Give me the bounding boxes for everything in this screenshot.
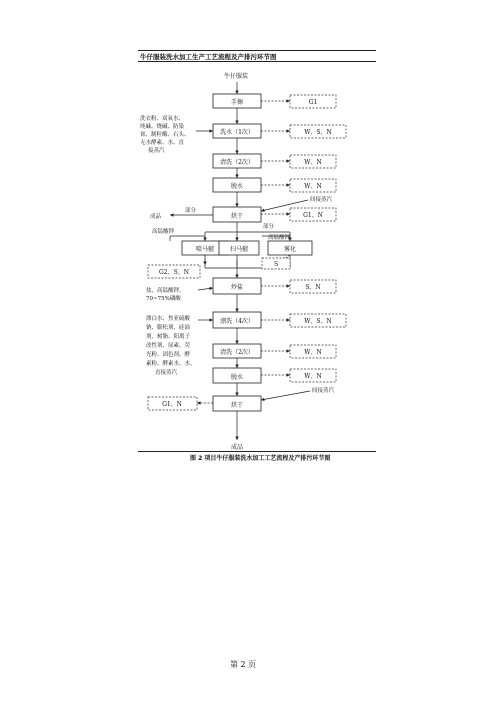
step-stir-salt bbox=[213, 278, 261, 294]
svg-text:炒盐: 炒盐 bbox=[230, 284, 244, 291]
svg-text:扫马骝: 扫马骝 bbox=[229, 246, 249, 253]
step-fog bbox=[268, 241, 312, 255]
caption-rule bbox=[138, 451, 376, 452]
svg-text:清洗（2次）: 清洗（2次） bbox=[220, 349, 254, 356]
svg-text:接蒸汽: 接蒸汽 bbox=[148, 148, 165, 154]
svg-text:W、N: W、N bbox=[304, 159, 322, 166]
svg-text:清洗（2次）: 清洗（2次） bbox=[220, 159, 254, 166]
page-number: 第 2 页 bbox=[230, 660, 257, 669]
svg-text:W、S、N: W、S、N bbox=[304, 129, 332, 136]
page-title: 牛仔服装洗水加工生产工艺流程及产排污环节图 bbox=[140, 53, 277, 61]
svg-text:无水酵素、水、直: 无水酵素、水、直 bbox=[140, 140, 185, 146]
svg-text:成品: 成品 bbox=[150, 214, 162, 220]
svg-text:高锰酸钾: 高锰酸钾 bbox=[268, 235, 291, 241]
svg-text:素粉、酵素水、水、: 素粉、酵素水、水、 bbox=[146, 361, 196, 367]
svg-text:S: S bbox=[273, 261, 279, 268]
svg-text:剂、树脂、阳离子: 剂、树脂、阳离子 bbox=[146, 334, 191, 340]
svg-text:70~75%磷酸: 70~75%磷酸 bbox=[146, 296, 181, 302]
svg-text:脱水: 脱水 bbox=[230, 183, 244, 190]
emission-dry-2 bbox=[148, 397, 197, 410]
svg-text:G2、S、N: G2、S、N bbox=[159, 269, 189, 276]
svg-text:漂洗（4次）: 漂洗（4次） bbox=[220, 318, 254, 325]
svg-text:盐、高锰酸钾、: 盐、高锰酸钾、 bbox=[146, 288, 185, 294]
svg-text:高锰酸钾: 高锰酸钾 bbox=[152, 229, 175, 235]
emission-rinse-2b bbox=[290, 345, 336, 358]
svg-text:G1、N: G1、N bbox=[162, 401, 182, 408]
svg-text:W、N: W、N bbox=[304, 349, 322, 356]
step-rinse-2b bbox=[213, 344, 261, 358]
step-wash-1 bbox=[213, 124, 261, 138]
svg-text:W、N: W、N bbox=[304, 183, 322, 190]
svg-text:G1: G1 bbox=[308, 99, 318, 106]
svg-text:部分: 部分 bbox=[263, 224, 275, 230]
emission-dewater-1 bbox=[290, 179, 336, 192]
emission-stir-salt bbox=[290, 280, 336, 293]
emission-rinse-2 bbox=[290, 155, 336, 168]
output-label: 成品 bbox=[230, 444, 244, 451]
svg-text:直接蒸汽: 直接蒸汽 bbox=[155, 370, 178, 376]
step-rinse-2 bbox=[213, 154, 261, 168]
svg-text:光粉、固色剂、酵: 光粉、固色剂、酵 bbox=[146, 352, 191, 358]
svg-text:喷马骝: 喷马骝 bbox=[195, 246, 215, 253]
input-label: 牛仔服装 bbox=[224, 73, 249, 80]
svg-text:间接蒸汽: 间接蒸汽 bbox=[310, 197, 333, 203]
emission-dewater-2 bbox=[290, 369, 336, 382]
svg-text:洗水（1次）: 洗水（1次） bbox=[220, 129, 254, 136]
svg-text:W、N: W、N bbox=[304, 373, 322, 380]
step-dewater-2 bbox=[213, 368, 261, 383]
svg-text:膏、制粒酶、石头、: 膏、制粒酶、石头、 bbox=[140, 132, 190, 138]
svg-text:W、S、N: W、S、N bbox=[304, 318, 332, 325]
step-sweep-monkey bbox=[219, 241, 259, 255]
svg-text:烘干: 烘干 bbox=[230, 402, 244, 409]
partial-output bbox=[150, 206, 213, 220]
emission-dry-1 bbox=[290, 208, 336, 221]
svg-text:部分: 部分 bbox=[185, 208, 197, 214]
svg-text:烘干: 烘干 bbox=[230, 213, 244, 220]
step-bleach bbox=[213, 312, 261, 328]
partial-input bbox=[263, 222, 275, 230]
svg-text:洗衣粉、双氧水、: 洗衣粉、双氧水、 bbox=[140, 116, 185, 122]
svg-text:脱水: 脱水 bbox=[230, 374, 244, 381]
svg-text:雾化: 雾化 bbox=[283, 246, 297, 253]
svg-text:钠、膨松剂、硅油: 钠、膨松剂、硅油 bbox=[146, 325, 191, 331]
svg-text:G1、N: G1、N bbox=[303, 212, 323, 219]
figure-caption: 图 2 项目牛仔服装洗水加工工艺流程及产排污环节图 bbox=[190, 455, 331, 462]
step-hand-rub bbox=[213, 94, 261, 108]
svg-text:S、N: S、N bbox=[305, 284, 321, 291]
steam-input-2 bbox=[261, 386, 335, 400]
emission-fog bbox=[262, 258, 290, 269]
wash1-input-materials bbox=[140, 114, 213, 154]
svg-text:间接蒸汽: 间接蒸汽 bbox=[312, 388, 335, 394]
step-dry-1 bbox=[213, 207, 261, 222]
emission-monkey-spray bbox=[148, 265, 200, 278]
emission-hand-rub bbox=[290, 95, 336, 108]
bleach-input-materials bbox=[146, 314, 213, 376]
svg-text:改性剂、尿素、荧: 改性剂、尿素、荧 bbox=[146, 343, 191, 349]
emission-wash-1 bbox=[290, 125, 346, 138]
step-dewater-1 bbox=[213, 178, 261, 192]
svg-text:手擦: 手擦 bbox=[230, 99, 244, 106]
svg-text:纯碱、烧碱、防染: 纯碱、烧碱、防染 bbox=[140, 124, 185, 130]
step-dry-2 bbox=[213, 396, 261, 411]
svg-text:漂白水、焦亚硫酸: 漂白水、焦亚硫酸 bbox=[146, 316, 191, 322]
salt-input-materials bbox=[146, 286, 213, 302]
emission-bleach bbox=[290, 314, 346, 327]
